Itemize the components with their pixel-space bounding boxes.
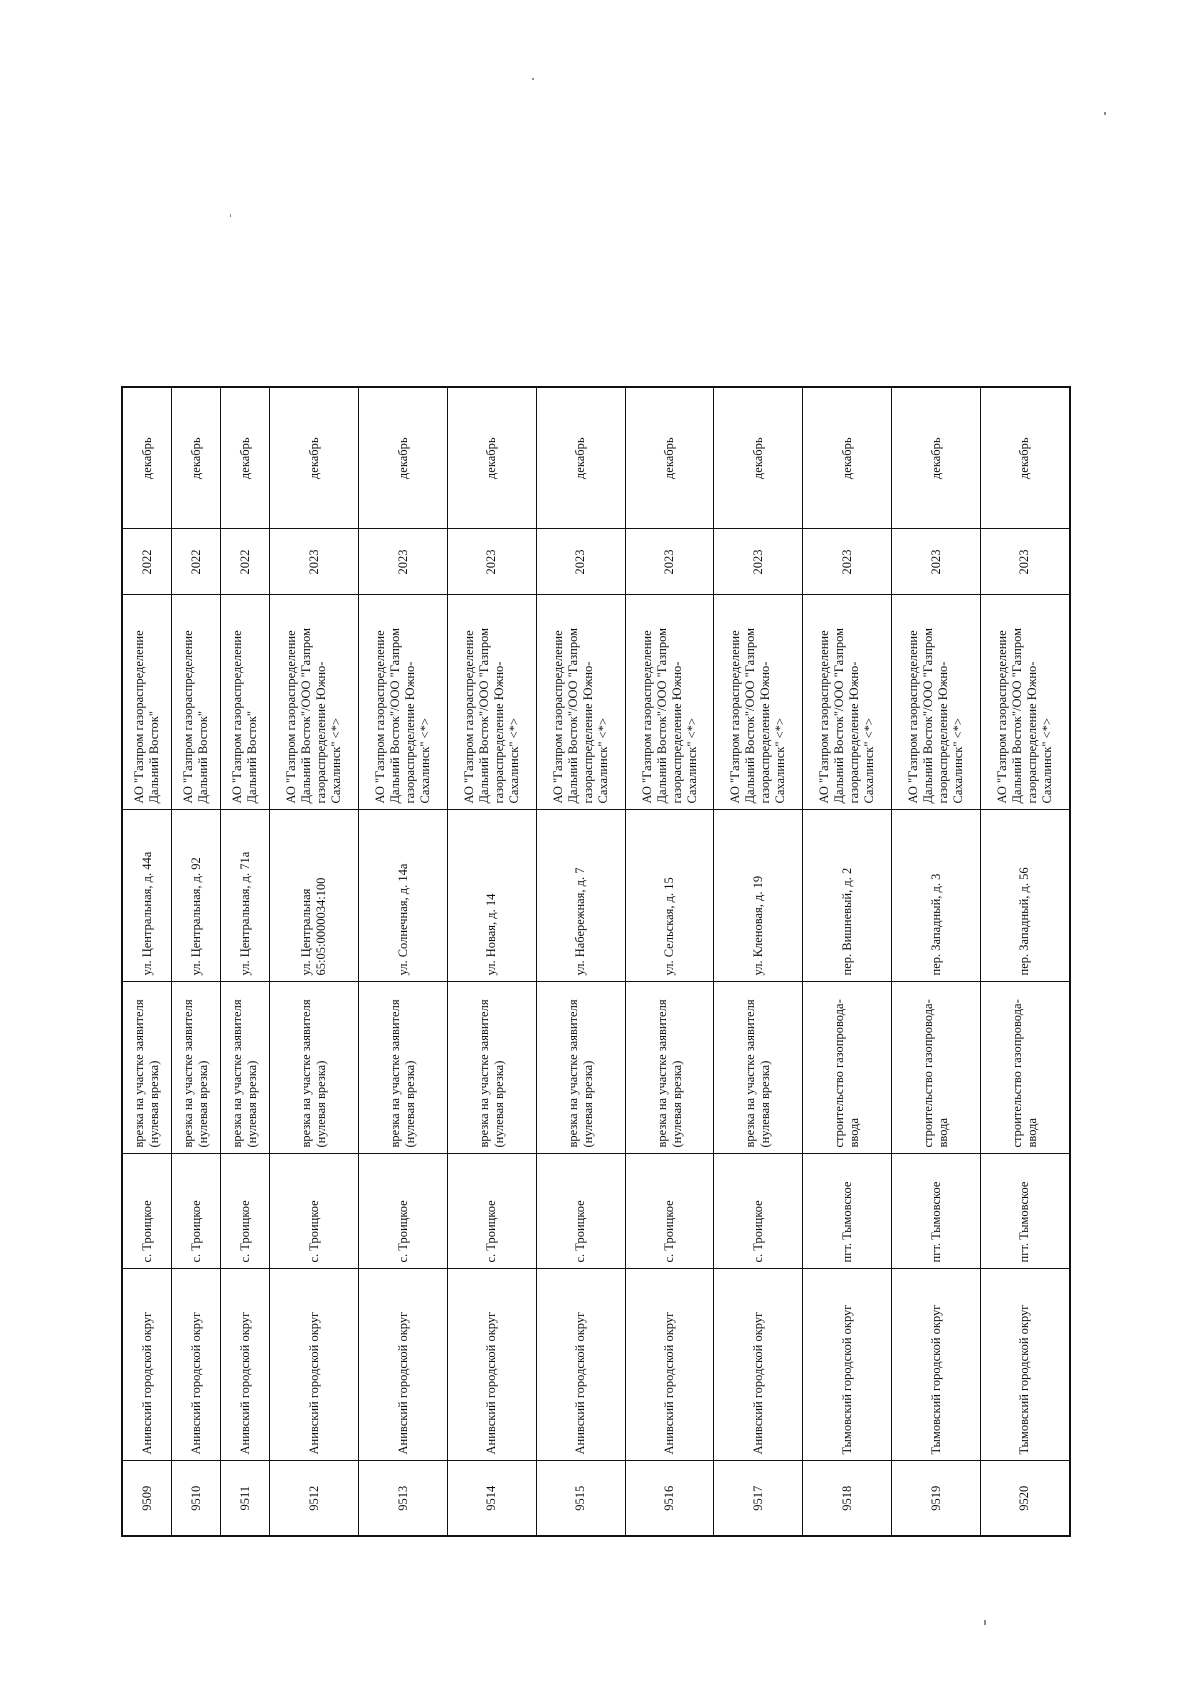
- address-cell: ул. Солнечная, д. 14а: [359, 810, 448, 982]
- table-row: [625, 387, 714, 1536]
- address-cell: ул. Центральная, д. 71а: [221, 810, 270, 982]
- scan-speck: [1104, 112, 1106, 115]
- settlement-cell: с. Троицкое: [359, 1154, 448, 1269]
- table-row: [122, 387, 172, 1536]
- table-row: [892, 387, 981, 1536]
- address-cell: пер. Западный, д. 3: [892, 810, 981, 982]
- work-type-cell: строительство газопровода-ввода: [892, 982, 981, 1154]
- gasification-schedule-table: [121, 386, 1071, 1537]
- row-number: 9518: [803, 1461, 892, 1536]
- organization-cell: АО "Газпром газораспределение Дальний Восток"/ООО "Газпром газораспределение Южно-Сахалинск" <*>: [447, 595, 536, 810]
- organization-cell: АО "Газпром газораспределение Дальний Восток"/ООО "Газпром газораспределение Южно-Сахалинск" <*>: [625, 595, 714, 810]
- organization-cell: АО "Газпром газораспределение Дальний Восток"/ООО "Газпром газораспределение Южно-Сахалинск" <*>: [714, 595, 803, 810]
- year-cell: 2023: [803, 529, 892, 595]
- work-type-cell: врезка на участке заявителя (нулевая врезка): [625, 982, 714, 1154]
- table-row: [536, 387, 625, 1536]
- month-cell: декабрь: [536, 387, 625, 529]
- table-row: [980, 387, 1070, 1536]
- organization-cell: АО "Газпром газораспределение Дальний Восток": [122, 595, 172, 810]
- address-cell: пер. Западный, д. 56: [980, 810, 1070, 982]
- address-cell: ул. Новая, д. 14: [447, 810, 536, 982]
- row-number: 9517: [714, 1461, 803, 1536]
- address-cell: пер. Вишневый, д. 2: [803, 810, 892, 982]
- row-number: 9509: [122, 1461, 172, 1536]
- row-number: 9520: [980, 1461, 1070, 1536]
- work-type-cell: врезка на участке заявителя (нулевая врезка): [172, 982, 221, 1154]
- table-row: [221, 387, 270, 1536]
- address-cell: ул. Набережная, д. 7: [536, 810, 625, 982]
- year-cell: 2023: [714, 529, 803, 595]
- settlement-cell: с. Троицкое: [122, 1154, 172, 1269]
- month-cell: декабрь: [714, 387, 803, 529]
- work-type-cell: врезка на участке заявителя (нулевая врезка): [536, 982, 625, 1154]
- district-cell: Анивский городской округ: [270, 1269, 359, 1461]
- year-cell: 2023: [536, 529, 625, 595]
- work-type-cell: строительство газопровода-ввода: [803, 982, 892, 1154]
- organization-cell: АО "Газпром газораспределение Дальний Восток": [172, 595, 221, 810]
- month-cell: декабрь: [122, 387, 172, 529]
- settlement-cell: с. Троицкое: [625, 1154, 714, 1269]
- organization-cell: АО "Газпром газораспределение Дальний Восток"/ООО "Газпром газораспределение Южно-Сахалинск" <*>: [803, 595, 892, 810]
- month-cell: декабрь: [270, 387, 359, 529]
- month-cell: декабрь: [359, 387, 448, 529]
- district-cell: Анивский городской округ: [536, 1269, 625, 1461]
- district-cell: Анивский городской округ: [122, 1269, 172, 1461]
- month-cell: декабрь: [803, 387, 892, 529]
- settlement-cell: пгт. Тымовское: [803, 1154, 892, 1269]
- district-cell: Тымовский городской округ: [892, 1269, 981, 1461]
- year-cell: 2023: [447, 529, 536, 595]
- organization-cell: АО "Газпром газораспределение Дальний Восток"/ООО "Газпром газораспределение Южно-Сахалинск" <*>: [892, 595, 981, 810]
- year-cell: 2023: [359, 529, 448, 595]
- table-row: [803, 387, 892, 1536]
- year-cell: 2023: [270, 529, 359, 595]
- row-number: 9510: [172, 1461, 221, 1536]
- district-cell: Анивский городской округ: [359, 1269, 448, 1461]
- year-cell: 2022: [172, 529, 221, 595]
- district-cell: Тымовский городской округ: [803, 1269, 892, 1461]
- organization-cell: АО "Газпром газораспределение Дальний Восток"/ООО "Газпром газораспределение Южно-Сахалинск" <*>: [980, 595, 1070, 810]
- settlement-cell: пгт. Тымовское: [980, 1154, 1070, 1269]
- table-body: [122, 387, 1070, 1536]
- organization-cell: АО "Газпром газораспределение Дальний Восток": [221, 595, 270, 810]
- address-cell: ул. Центральная, д. 92: [172, 810, 221, 982]
- address-cell: ул. Кленовая, д. 19: [714, 810, 803, 982]
- month-cell: декабрь: [980, 387, 1070, 529]
- month-cell: декабрь: [447, 387, 536, 529]
- table-row: [714, 387, 803, 1536]
- district-cell: Анивский городской округ: [172, 1269, 221, 1461]
- year-cell: 2022: [221, 529, 270, 595]
- district-cell: Анивский городской округ: [625, 1269, 714, 1461]
- scan-speck: [230, 214, 231, 217]
- year-cell: 2022: [122, 529, 172, 595]
- settlement-cell: с. Троицкое: [447, 1154, 536, 1269]
- organization-cell: АО "Газпром газораспределение Дальний Восток"/ООО "Газпром газораспределение Южно-Сахалинск" <*>: [359, 595, 448, 810]
- district-cell: Тымовский городской округ: [980, 1269, 1070, 1461]
- table-row: [359, 387, 448, 1536]
- table-row: [447, 387, 536, 1536]
- settlement-cell: с. Троицкое: [536, 1154, 625, 1269]
- work-type-cell: врезка на участке заявителя (нулевая врезка): [447, 982, 536, 1154]
- row-number: 9511: [221, 1461, 270, 1536]
- row-number: 9515: [536, 1461, 625, 1536]
- row-number: 9512: [270, 1461, 359, 1536]
- district-cell: Анивский городской округ: [221, 1269, 270, 1461]
- row-number: 9519: [892, 1461, 981, 1536]
- year-cell: 2023: [980, 529, 1070, 595]
- work-type-cell: строительство газопровода-ввода: [980, 982, 1070, 1154]
- work-type-cell: врезка на участке заявителя (нулевая врезка): [270, 982, 359, 1154]
- year-cell: 2023: [625, 529, 714, 595]
- settlement-cell: с. Троицкое: [714, 1154, 803, 1269]
- rotated-table-wrapper: [121, 388, 1071, 1537]
- year-cell: 2023: [892, 529, 981, 595]
- scan-speck: [532, 78, 534, 80]
- work-type-cell: врезка на участке заявителя (нулевая врезка): [221, 982, 270, 1154]
- district-cell: Анивский городской округ: [447, 1269, 536, 1461]
- settlement-cell: с. Троицкое: [172, 1154, 221, 1269]
- table-row: [172, 387, 221, 1536]
- address-cell: ул. Центральная, д. 44а: [122, 810, 172, 982]
- address-cell: ул. Сельская, д. 15: [625, 810, 714, 982]
- work-type-cell: врезка на участке заявителя (нулевая врезка): [359, 982, 448, 1154]
- settlement-cell: пгт. Тымовское: [892, 1154, 981, 1269]
- work-type-cell: врезка на участке заявителя (нулевая врезка): [714, 982, 803, 1154]
- month-cell: декабрь: [172, 387, 221, 529]
- district-cell: Анивский городской округ: [714, 1269, 803, 1461]
- row-number: 9514: [447, 1461, 536, 1536]
- month-cell: декабрь: [221, 387, 270, 529]
- organization-cell: АО "Газпром газораспределение Дальний Восток"/ООО "Газпром газораспределение Южно-Сахалинск" <*>: [270, 595, 359, 810]
- organization-cell: АО "Газпром газораспределение Дальний Восток"/ООО "Газпром газораспределение Южно-Сахалинск" <*>: [536, 595, 625, 810]
- work-type-cell: врезка на участке заявителя (нулевая врезка): [122, 982, 172, 1154]
- settlement-cell: с. Троицкое: [221, 1154, 270, 1269]
- row-number: 9513: [359, 1461, 448, 1536]
- settlement-cell: с. Троицкое: [270, 1154, 359, 1269]
- month-cell: декабрь: [625, 387, 714, 529]
- address-cell: ул. Центральная 65:05:0000034:100: [270, 810, 359, 982]
- table-row: [270, 387, 359, 1536]
- row-number: 9516: [625, 1461, 714, 1536]
- scan-speck: [984, 1620, 986, 1625]
- month-cell: декабрь: [892, 387, 981, 529]
